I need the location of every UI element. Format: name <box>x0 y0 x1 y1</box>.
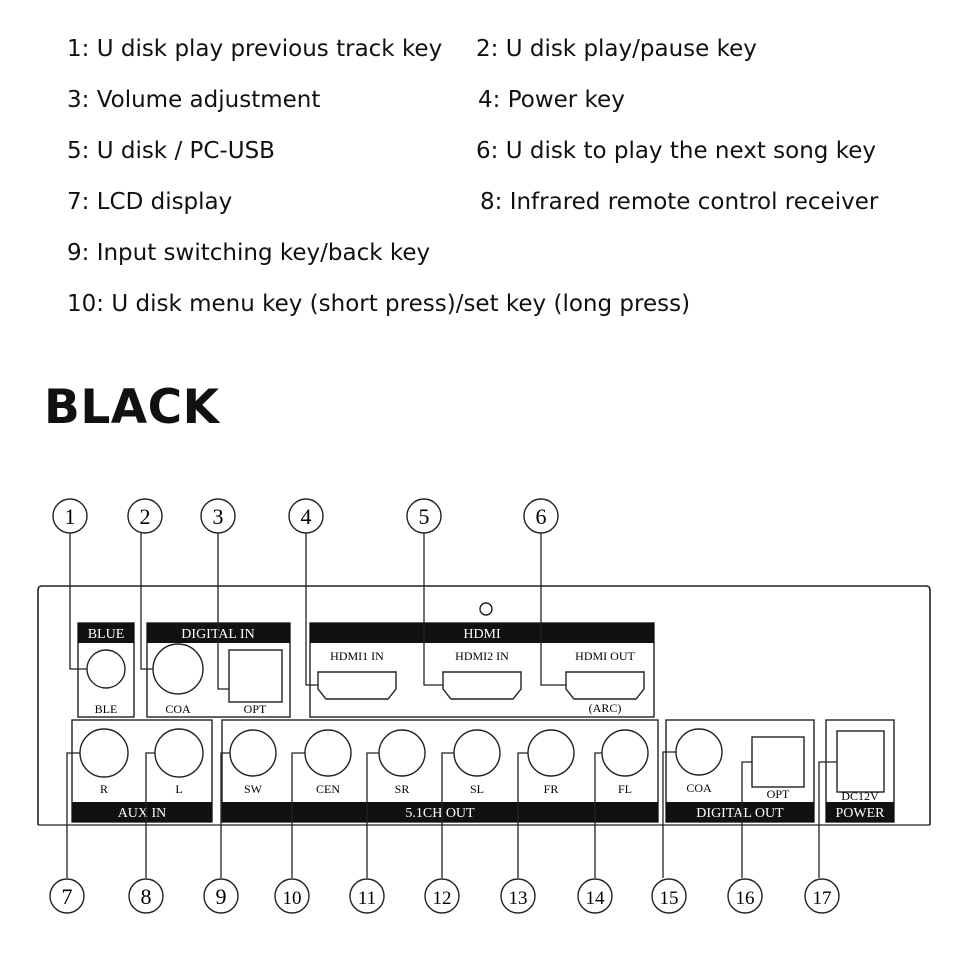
top-callouts <box>53 499 558 533</box>
svg-text:3: 3 <box>212 504 224 529</box>
svg-text:11: 11 <box>357 888 377 909</box>
legend-item-2: 2: U disk play/pause key <box>476 36 757 62</box>
optical-in-port <box>229 650 282 702</box>
aux-l-label: L <box>175 782 183 796</box>
aux-r-label: R <box>99 782 109 796</box>
coax-in-port <box>153 644 203 694</box>
dc12v-label: DC12V <box>841 789 879 803</box>
coa-in-label: COA <box>165 702 191 716</box>
legend-item-5: 5: U disk / PC-USB <box>67 138 275 164</box>
legend-item-3: 3: Volume adjustment <box>67 87 321 113</box>
callout-11 <box>350 879 384 913</box>
callout-2 <box>128 499 162 533</box>
legend-item-10: 10: U disk menu key (short press)/set key (long press) <box>67 291 691 317</box>
digital-out-section <box>666 720 814 822</box>
aux-l-port <box>155 729 203 777</box>
callout-4 <box>289 499 323 533</box>
hdmi1-in-label: HDMI1 IN <box>330 649 384 663</box>
callout-7 <box>50 879 84 913</box>
dc-power-jack <box>837 731 884 792</box>
ch-out-header: 5.1CH OUT <box>405 806 475 821</box>
fl-label: FL <box>617 782 633 796</box>
hdmi2-in-label: HDMI2 IN <box>455 649 509 663</box>
hdmi-header: HDMI <box>463 627 501 642</box>
fr-port <box>528 730 574 776</box>
sr-port <box>379 730 425 776</box>
digital-out-header: DIGITAL OUT <box>696 806 784 821</box>
callout-16 <box>728 879 762 913</box>
fl-port <box>602 730 648 776</box>
digital-in-header: DIGITAL IN <box>181 627 255 642</box>
hdmi2-in-port <box>443 672 521 699</box>
svg-text:8: 8 <box>140 884 152 909</box>
callout-9 <box>204 879 238 913</box>
svg-text:9: 9 <box>215 884 227 909</box>
svg-text:5: 5 <box>418 504 430 529</box>
legend-item-1: 1: U disk play previous track key <box>67 36 443 62</box>
callout-15 <box>652 879 686 913</box>
page-title: BLACK <box>44 380 220 435</box>
callout-1 <box>53 499 87 533</box>
optical-out-port <box>752 737 804 787</box>
hdmi-out-label: HDMI OUT <box>575 649 635 663</box>
ch-out-section <box>222 720 658 822</box>
svg-text:15: 15 <box>659 888 679 909</box>
legend-item-4: 4: Power key <box>478 87 625 113</box>
arc-label: (ARC) <box>588 701 622 715</box>
power-section <box>826 720 894 822</box>
svg-text:4: 4 <box>300 504 312 529</box>
hdmi-section <box>310 623 654 717</box>
hdmi1-in-port <box>318 672 396 699</box>
aux-in-section <box>72 720 212 822</box>
aux-in-header: AUX IN <box>117 806 167 821</box>
svg-text:2: 2 <box>139 504 151 529</box>
opt-out-label: OPT <box>766 787 790 801</box>
callout-8 <box>129 879 163 913</box>
svg-text:16: 16 <box>735 888 755 909</box>
ble-antenna-port <box>87 650 125 688</box>
bottom-callouts <box>50 879 839 913</box>
callout-17 <box>805 879 839 913</box>
sw-label: SW <box>244 782 262 796</box>
svg-text:13: 13 <box>508 888 528 909</box>
sw-port <box>230 730 276 776</box>
cen-label: CEN <box>316 782 340 796</box>
callout-5 <box>407 499 441 533</box>
callout-6 <box>524 499 558 533</box>
opt-in-label: OPT <box>243 702 267 716</box>
legend-item-9: 9: Input switching key/back key <box>67 240 431 266</box>
svg-text:1: 1 <box>64 504 76 529</box>
callout-12 <box>425 879 459 913</box>
legend-item-6: 6: U disk to play the next song key <box>476 138 876 164</box>
coax-out-port <box>676 729 722 775</box>
blue-section <box>78 623 134 717</box>
sl-port <box>454 730 500 776</box>
svg-text:7: 7 <box>61 884 73 909</box>
svg-text:12: 12 <box>432 888 452 909</box>
ir-receiver-hole <box>480 603 492 615</box>
svg-text:6: 6 <box>535 504 547 529</box>
sl-label: SL <box>469 782 485 796</box>
legend-item-7: 7: LCD display <box>67 189 233 215</box>
ble-label: BLE <box>94 702 118 716</box>
callout-10 <box>275 879 309 913</box>
legend-item-8: 8: Infrared remote control receiver <box>480 189 879 215</box>
callout-3 <box>201 499 235 533</box>
callout-13 <box>501 879 535 913</box>
svg-text:10: 10 <box>282 888 302 909</box>
aux-r-port <box>80 729 128 777</box>
cen-port <box>305 730 351 776</box>
coa-out-label: COA <box>686 781 712 795</box>
callout-14 <box>578 879 612 913</box>
svg-text:14: 14 <box>585 888 605 909</box>
power-header: POWER <box>835 806 885 821</box>
sr-label: SR <box>394 782 410 796</box>
blue-header: BLUE <box>87 627 125 642</box>
fr-label: FR <box>543 782 559 796</box>
hdmi-out-port <box>566 672 644 699</box>
svg-text:17: 17 <box>812 888 832 909</box>
